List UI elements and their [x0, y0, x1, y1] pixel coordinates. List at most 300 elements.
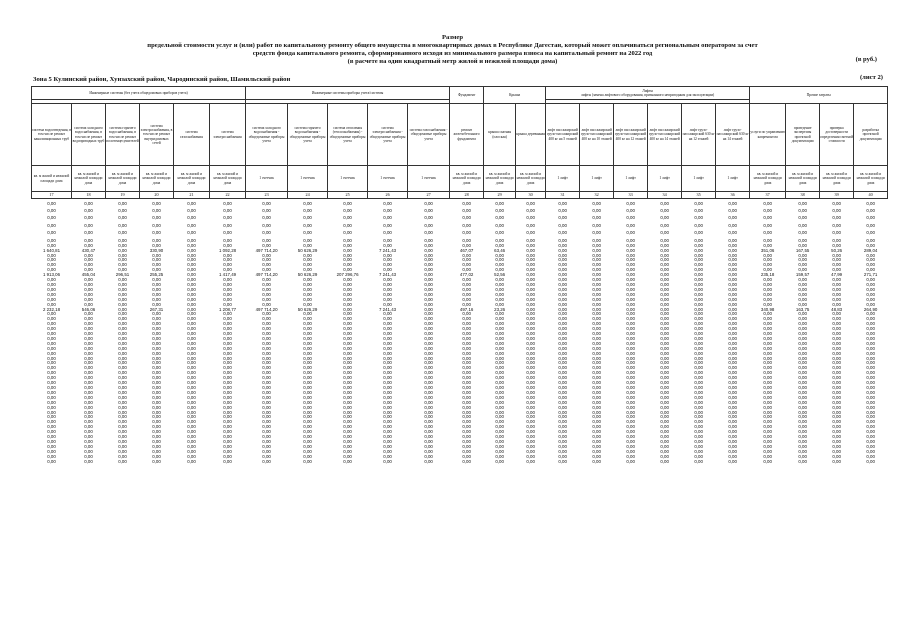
table-cell: 0,00 — [187, 307, 196, 312]
table-cell: 0,00 — [187, 435, 196, 440]
table-cell: 0,00 — [47, 230, 56, 236]
table-cell: 0,00 — [118, 200, 127, 206]
table-cell: 0,00 — [47, 209, 56, 213]
table-cell: 0,00 — [526, 395, 535, 400]
table-cell: 0,00 — [343, 230, 352, 236]
table-cell: 0,00 — [303, 302, 312, 307]
table-cell: 0,00 — [303, 454, 312, 459]
table-cell: 0,00 — [187, 444, 196, 449]
table-cell: 0,00 — [303, 376, 312, 381]
table-cell: 0,00 — [798, 287, 807, 292]
table-cell: 0,00 — [626, 238, 635, 243]
table-cell: 0,00 — [626, 371, 635, 376]
table-cell: 0,00 — [592, 346, 601, 351]
table-cell: 0,00 — [798, 292, 807, 297]
table-cell: 0,00 — [462, 297, 471, 302]
table-cell: 0,00 — [626, 268, 635, 273]
table-cell: 0,00 — [694, 322, 703, 327]
table-cell: 0,00 — [592, 430, 601, 435]
table-cell: 0,00 — [526, 209, 535, 213]
table-cell: 0,00 — [424, 405, 433, 410]
table-cell: 0,00 — [424, 415, 433, 420]
table-cell: 0,00 — [343, 351, 352, 356]
table-cell: 0,00 — [526, 346, 535, 351]
table-cell: 0,00 — [462, 238, 471, 243]
table-cell: 0,00 — [694, 268, 703, 273]
table-cell: 0,00 — [424, 390, 433, 395]
table-cell: 497 714,20 — [255, 248, 278, 253]
table-cell: 0,00 — [223, 332, 232, 337]
table-row — [32, 199, 888, 210]
table-cell: 0,00 — [526, 435, 535, 440]
table-cell: 0,00 — [152, 449, 161, 454]
table-cell: 0,00 — [592, 302, 601, 307]
table-cell: 1 208,77 — [218, 307, 237, 312]
table-cell: 0,00 — [495, 454, 504, 459]
table-cell: 0,00 — [558, 454, 567, 459]
table-cell: 0,00 — [526, 282, 535, 287]
table-cell: 0,00 — [798, 341, 807, 346]
table-cell: 0,00 — [462, 346, 471, 351]
table-cell: 0,00 — [694, 390, 703, 395]
table-cell: 0,00 — [728, 263, 737, 268]
table-cell: 0,00 — [343, 263, 352, 268]
table-cell: 0,00 — [660, 248, 669, 253]
table-cell: 0,00 — [303, 263, 312, 268]
table-cell: 50,26 — [831, 248, 843, 253]
table-cell: 0,00 — [660, 376, 669, 381]
table-cell: 0,00 — [694, 395, 703, 400]
table-cell: 0,00 — [118, 376, 127, 381]
table-cell: 0,00 — [343, 327, 352, 332]
table-cell: 0,00 — [694, 415, 703, 420]
table-cell: 0,00 — [424, 263, 433, 268]
table-cell: 0,00 — [262, 420, 271, 425]
table-cell: 0,00 — [223, 351, 232, 356]
table-cell: 0,00 — [798, 263, 807, 268]
table-cell: 0,00 — [84, 317, 93, 322]
table-cell: 0,00 — [798, 332, 807, 337]
table-cell: 0,00 — [152, 390, 161, 395]
table-cell: 0,00 — [660, 390, 669, 395]
table-cell: 0,00 — [763, 336, 772, 341]
table-cell: 0,00 — [343, 200, 352, 206]
table-cell: 0,00 — [187, 366, 196, 371]
table-cell: 0,00 — [592, 410, 601, 415]
table-cell: 0,00 — [152, 230, 161, 236]
table-cell: 0,00 — [763, 410, 772, 415]
table-cell: 0,00 — [47, 312, 56, 317]
table-cell: 0,00 — [763, 200, 772, 206]
table-cell: 0,00 — [462, 371, 471, 376]
column-number-row — [32, 192, 888, 199]
table-cell: 0,00 — [152, 381, 161, 386]
table-cell: 0,00 — [462, 287, 471, 292]
table-cell: 1 092,28 — [218, 248, 237, 253]
table-cell: 0,00 — [763, 381, 772, 386]
table-cell: 0,00 — [798, 230, 807, 236]
table-cell: 0,00 — [84, 278, 93, 283]
column-header-14: крыша деревянная — [516, 104, 546, 166]
table-cell: 0,00 — [832, 366, 841, 371]
column-number-6: 22 — [210, 192, 246, 199]
column-number-11: 27 — [408, 192, 450, 199]
column-header-22: проведение экспертизы проектной документации — [786, 104, 820, 166]
table-cell: 0,00 — [694, 444, 703, 449]
table-cell: 0,00 — [495, 297, 504, 302]
table-cell: 0,00 — [495, 346, 504, 351]
table-cell: 0,00 — [592, 415, 601, 420]
table-cell: 0,00 — [47, 336, 56, 341]
table-cell: 0,00 — [694, 439, 703, 444]
table-cell: 0,00 — [47, 317, 56, 322]
table-cell: 0,00 — [343, 356, 352, 361]
table-cell: 0,00 — [558, 307, 567, 312]
table-cell: 0,00 — [152, 356, 161, 361]
table-cell: 0,00 — [763, 278, 772, 283]
table-cell: 255,25 — [149, 273, 164, 278]
table-cell: 0,00 — [832, 420, 841, 425]
table-cell: 0,00 — [343, 400, 352, 405]
table-cell: 0,00 — [763, 312, 772, 317]
table-cell: 0,00 — [187, 268, 196, 273]
table-cell: 0,00 — [223, 238, 232, 243]
table-cell: 0,00 — [832, 341, 841, 346]
table-cell: 0,00 — [526, 230, 535, 236]
column-header-19: лифт грузо-пассажирский 630 кг на 12 этажей — [682, 104, 716, 166]
table-cell: 0,00 — [84, 366, 93, 371]
table-cell: 0,00 — [424, 386, 433, 390]
table-cell: 1 417,49 — [218, 273, 237, 278]
table-cell: 0,00 — [118, 405, 127, 410]
table-cell: 0,00 — [152, 297, 161, 302]
table-cell: 0,00 — [303, 332, 312, 337]
table-cell: 0,00 — [47, 420, 56, 425]
table-cell: 0,00 — [798, 223, 807, 228]
table-cell: 0,00 — [424, 223, 433, 228]
table-cell: 0,00 — [84, 282, 93, 287]
table-cell: 0,00 — [558, 327, 567, 332]
table-cell: 0,00 — [187, 209, 196, 213]
table-cell: 0,00 — [343, 371, 352, 376]
table-cell: 0,00 — [262, 356, 271, 361]
table-cell: 0,00 — [728, 327, 737, 332]
table-cell: 0,00 — [383, 371, 392, 376]
table-cell: 0,00 — [660, 302, 669, 307]
table-cell: 0,00 — [694, 430, 703, 435]
table-cell: 0,00 — [763, 268, 772, 273]
table-cell: 0,00 — [558, 376, 567, 381]
table-cell: 0,00 — [84, 215, 93, 221]
table-cell: 0,00 — [462, 292, 471, 297]
table-cell: 0,00 — [187, 454, 196, 459]
table-cell: 0,00 — [558, 341, 567, 346]
table-cell: 0,00 — [558, 400, 567, 405]
table-cell: 0,00 — [798, 200, 807, 206]
table-cell: 546,06 — [81, 307, 96, 312]
unit-header-11: 1 счетчик — [408, 166, 450, 192]
table-cell: 0,00 — [84, 449, 93, 454]
table-cell: 0,00 — [383, 430, 392, 435]
table-cell: 0,00 — [763, 238, 772, 243]
table-cell: 0,00 — [495, 430, 504, 435]
table-cell: 0,00 — [343, 395, 352, 400]
table-cell: 0,00 — [223, 327, 232, 332]
table-cell: 0,00 — [118, 371, 127, 376]
table-cell: 0,00 — [866, 292, 875, 297]
table-cell: 0,00 — [763, 376, 772, 381]
table-cell: 0,00 — [424, 356, 433, 361]
table-cell: 0,00 — [832, 371, 841, 376]
table-cell: 0,00 — [343, 243, 352, 248]
table-cell: 0,00 — [47, 200, 56, 206]
table-cell: 0,00 — [660, 400, 669, 405]
table-cell: 0,00 — [526, 287, 535, 292]
table-cell: 159,57 — [795, 273, 810, 278]
table-cell: 0,00 — [84, 223, 93, 228]
table-cell: 0,00 — [303, 415, 312, 420]
table-cell: 0,00 — [152, 209, 161, 213]
table-cell: 0,00 — [763, 351, 772, 356]
table-cell: 0,00 — [866, 200, 875, 206]
table-cell: 0,00 — [262, 405, 271, 410]
table-cell: 0,00 — [187, 449, 196, 454]
table-cell: 0,00 — [84, 351, 93, 356]
table-cell: 0,00 — [495, 317, 504, 322]
table-cell: 0,00 — [660, 273, 669, 278]
table-cell: 0,00 — [558, 351, 567, 356]
table-cell: 0,00 — [424, 430, 433, 435]
table-cell: 0,00 — [763, 322, 772, 327]
unit-header-21: кв. м жилой и нежилой площади дома — [750, 166, 786, 192]
table-cell: 0,00 — [558, 361, 567, 366]
table-cell: 0,00 — [798, 449, 807, 454]
table-cell: 0,00 — [303, 449, 312, 454]
table-cell: 0,00 — [763, 400, 772, 405]
table-cell: 0,00 — [558, 439, 567, 444]
table-cell: 0,00 — [187, 425, 196, 430]
table-cell: 0,00 — [462, 449, 471, 454]
table-cell: 0,00 — [694, 405, 703, 410]
table-cell: 0,00 — [47, 376, 56, 381]
table-cell: 0,00 — [558, 371, 567, 376]
table-cell: 0,00 — [495, 312, 504, 317]
table-cell: 0,00 — [660, 287, 669, 292]
table-cell: 0,00 — [763, 444, 772, 449]
unit-header-1: кв. м жилой и нежилой площади дома — [32, 166, 72, 192]
table-cell: 0,00 — [660, 420, 669, 425]
table-cell: 0,00 — [84, 400, 93, 405]
table-cell: 0,00 — [84, 238, 93, 243]
table-cell: 0,00 — [84, 312, 93, 317]
table-cell: 0,00 — [866, 263, 875, 268]
table-cell: 0,00 — [152, 317, 161, 322]
table-cell: 0,00 — [558, 420, 567, 425]
table-cell: 0,00 — [262, 390, 271, 395]
table-cell: 0,00 — [626, 273, 635, 278]
table-cell: 0,00 — [118, 268, 127, 273]
table-cell: 0,00 — [526, 430, 535, 435]
table-cell: 267,31 — [149, 307, 164, 312]
table-cell: 0,00 — [866, 287, 875, 292]
table-cell: 0,00 — [798, 268, 807, 273]
table-cell: 0,00 — [343, 341, 352, 346]
table-cell: 0,00 — [383, 415, 392, 420]
table-cell: 0,00 — [152, 215, 161, 221]
table-cell: 0,00 — [223, 322, 232, 327]
table-cell: 0,00 — [763, 454, 772, 459]
table-cell: 0,00 — [694, 230, 703, 236]
table-cell: 0,00 — [626, 395, 635, 400]
table-cell: 0,00 — [763, 258, 772, 263]
table-cell: 0,00 — [558, 415, 567, 420]
table-cell: 0,00 — [832, 376, 841, 381]
table-cell: 0,00 — [118, 341, 127, 346]
table-cell: 0,00 — [694, 346, 703, 351]
table-cell: 0,00 — [462, 253, 471, 258]
table-cell: 0,00 — [832, 209, 841, 213]
table-cell: 0,00 — [187, 273, 196, 278]
table-cell: 0,00 — [343, 390, 352, 395]
table-cell: 0,00 — [526, 356, 535, 361]
table-cell: 0,00 — [592, 425, 601, 430]
table-cell: 0,00 — [626, 230, 635, 236]
table-cell: 0,00 — [462, 223, 471, 228]
table-cell: 0,00 — [526, 307, 535, 312]
table-cell: 0,00 — [262, 230, 271, 236]
table-cell: 0,00 — [223, 435, 232, 440]
table-cell: 0,00 — [626, 425, 635, 430]
table-cell: 0,00 — [694, 410, 703, 415]
table-cell: 497,16 — [459, 307, 474, 312]
table-cell: 0,00 — [118, 248, 127, 253]
table-cell: 0,00 — [728, 302, 737, 307]
table-cell: 0,00 — [303, 312, 312, 317]
table-cell: 0,00 — [866, 223, 875, 228]
table-cell: 0,00 — [558, 292, 567, 297]
table-cell: 0,00 — [495, 459, 504, 464]
table-cell: 0,00 — [832, 435, 841, 440]
table-cell: 0,00 — [303, 243, 312, 248]
table-cell: 0,00 — [558, 273, 567, 278]
zone-label: Зона 5 Кулинский район, Хунзахский район, Чародинский район, Шамильский район — [33, 76, 291, 83]
table-cell: 0,00 — [526, 336, 535, 341]
column-header-10: система электроснабжения - общедомовые приборы учета — [368, 104, 408, 166]
table-cell: 0,00 — [694, 341, 703, 346]
table-cell: 0,00 — [495, 258, 504, 263]
table-cell: 0,00 — [303, 215, 312, 221]
table-cell: 0,00 — [47, 263, 56, 268]
table-cell: 0,00 — [303, 268, 312, 273]
table-cell: 0,00 — [660, 346, 669, 351]
table-cell: 0,00 — [694, 327, 703, 332]
table-cell: 0,00 — [223, 268, 232, 273]
table-cell: 0,00 — [626, 444, 635, 449]
table-cell: 0,00 — [424, 449, 433, 454]
table-cell: 0,00 — [526, 312, 535, 317]
table-cell: 0,00 — [592, 253, 601, 258]
table-cell: 0,00 — [118, 415, 127, 420]
table-cell: 0,00 — [798, 400, 807, 405]
table-cell: 340,98 — [760, 307, 775, 312]
table-cell: 0,00 — [343, 430, 352, 435]
table-cell: 0,00 — [223, 390, 232, 395]
column-header-1: система водоотведения, в том числе ремонт канализационных труб — [32, 104, 72, 166]
table-cell: 0,00 — [866, 361, 875, 366]
table-cell: 50 626,29 — [297, 273, 318, 278]
column-header-9: система отопления (теплоснабжения) - общедомовые приборы учета — [328, 104, 368, 166]
table-cell: 0,00 — [187, 386, 196, 390]
table-cell: 0,00 — [47, 400, 56, 405]
group-roof: Крыша — [484, 87, 546, 104]
table-cell: 0,00 — [424, 425, 433, 430]
table-cell: 0,00 — [763, 302, 772, 307]
table-cell: 0,00 — [424, 351, 433, 356]
table-cell: 0,00 — [626, 356, 635, 361]
table-cell: 0,00 — [763, 420, 772, 425]
table-cell: 0,00 — [626, 200, 635, 206]
table-cell: 0,00 — [187, 230, 196, 236]
table-cell: 52,56 — [494, 273, 506, 278]
table-cell: 0,00 — [558, 322, 567, 327]
table-cell: 0,00 — [526, 459, 535, 464]
table-cell: 0,00 — [832, 297, 841, 302]
table-cell: 0,00 — [152, 410, 161, 415]
table-cell: 0,00 — [832, 322, 841, 327]
table-cell: 0,00 — [558, 263, 567, 268]
table-cell: 0,00 — [558, 366, 567, 371]
table-cell: 0,00 — [660, 322, 669, 327]
table-cell: 0,00 — [303, 444, 312, 449]
table-cell: 0,00 — [592, 297, 601, 302]
table-cell: 0,00 — [526, 273, 535, 278]
table-cell: 0,00 — [383, 253, 392, 258]
table-cell: 0,00 — [47, 449, 56, 454]
table-cell: 0,00 — [763, 395, 772, 400]
table-cell: 0,00 — [832, 327, 841, 332]
table-cell: 0,00 — [694, 307, 703, 312]
table-cell: 0,00 — [383, 302, 392, 307]
table-cell: 0,00 — [592, 356, 601, 361]
table-cell: 0,00 — [343, 215, 352, 221]
table-cell: 0,00 — [626, 258, 635, 263]
table-cell: 0,00 — [495, 351, 504, 356]
table-cell: 0,00 — [303, 439, 312, 444]
column-header-18: лифт пассажирский грузо-пассажирский 400 кг на 14 этажей — [648, 104, 682, 166]
table-cell: 0,00 — [592, 435, 601, 440]
table-cell: 0,00 — [383, 336, 392, 341]
table-cell: 0,00 — [262, 400, 271, 405]
table-cell: 0,00 — [118, 312, 127, 317]
table-cell: 0,00 — [728, 415, 737, 420]
table-cell: 0,00 — [558, 209, 567, 213]
table-cell: 0,00 — [462, 361, 471, 366]
table-cell: 0,00 — [84, 322, 93, 327]
table-cell: 0,00 — [84, 371, 93, 376]
table-cell: 0,00 — [424, 435, 433, 440]
table-cell: 0,00 — [223, 209, 232, 213]
table-cell: 0,00 — [660, 366, 669, 371]
table-cell: 0,00 — [694, 215, 703, 221]
table-cell: 0,00 — [660, 381, 669, 386]
table-cell: 0,00 — [383, 209, 392, 213]
table-cell: 0,00 — [118, 439, 127, 444]
table-cell: 235,18 — [760, 273, 775, 278]
table-cell: 0,00 — [462, 263, 471, 268]
table-cell: 0,00 — [866, 405, 875, 410]
table-cell: 0,00 — [495, 361, 504, 366]
table-cell: 0,00 — [223, 395, 232, 400]
